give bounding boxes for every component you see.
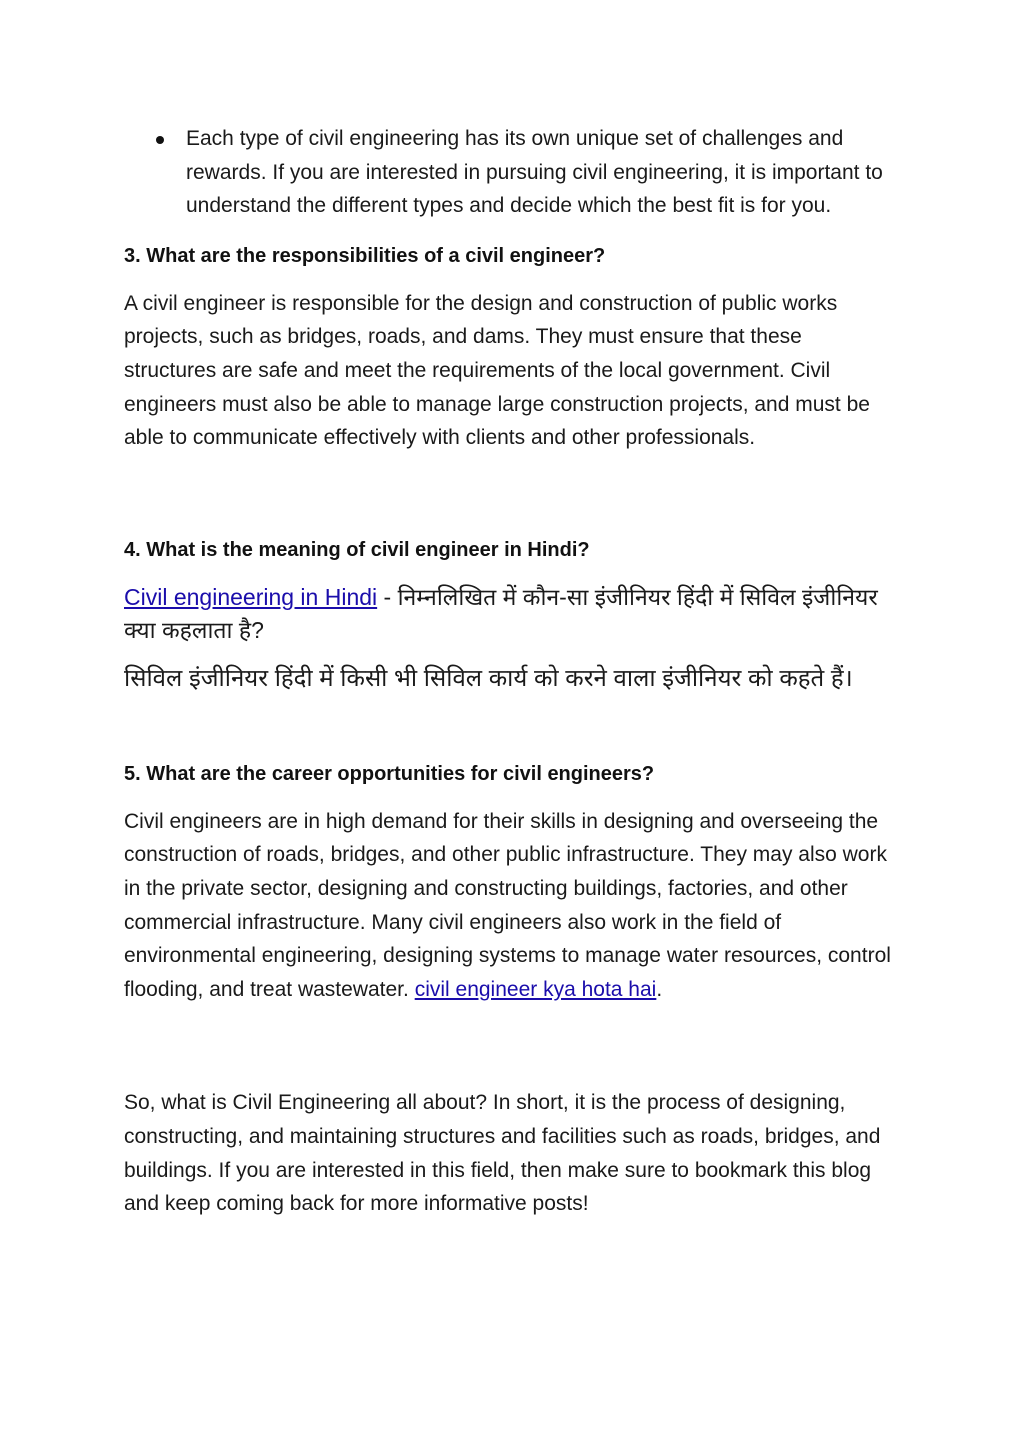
- section-5-trailing: .: [656, 977, 663, 1001]
- section-5-heading: 5. What are the career opportunities for civil engineers?: [124, 762, 655, 785]
- document-page: [124, 122, 894, 1237]
- bullet-text: Each type of civil engineering has its own unique set of challenges and rewards. If you are interested in pursuing civil engineering, it is important to understand the different types and decide which the best fit is for you.: [186, 127, 883, 218]
- section-3-paragraph: A civil engineer is responsible for the design and construction of public works projects, such as bridges, roads, and dams. They must ensure that these structures are safe and meet the requirements of the local government. Civil engineers must also be able to manage large construction projects, and must be able to communicate effectively with clients and other professionals.: [124, 291, 870, 450]
- section-4-question: [124, 581, 894, 647]
- bullet-icon: [156, 136, 164, 144]
- section-3-heading: 3. What are the responsibilities of a civil engineer?: [124, 244, 606, 267]
- section-5-paragraph: [124, 805, 894, 1007]
- section-4-heading: 4. What is the meaning of civil engineer in Hindi?: [124, 538, 590, 561]
- hindi-question-text: - निम्नलिखित में कौन-सा इंजीनियर हिंदी में सिविल इंजीनियर क्या कहलाता है?: [124, 583, 878, 643]
- bullet-list: [124, 122, 894, 223]
- spacer: [124, 471, 894, 535]
- civil-engineer-kya-hota-hai-link[interactable]: civil engineer kya hota hai: [414, 977, 657, 1001]
- section-4-answer: सिविल इंजीनियर हिंदी में किसी भी सिविल कार्य को करने वाला इंजीनियर को कहते हैं।: [124, 664, 853, 692]
- civil-engineering-in-hindi-link[interactable]: Civil engineering in Hindi: [124, 583, 378, 610]
- spacer: [124, 697, 894, 759]
- list-item: [124, 122, 894, 223]
- spacer: [124, 1022, 894, 1086]
- conclusion-paragraph: So, what is Civil Engineering all about? In short, it is the process of designing, constructing, and maintaining structures and facilities such as roads, bridges, and buildings. If you are interested in this field, then make sure to bookmark this blog and keep coming back for more informative posts!: [124, 1091, 881, 1216]
- section-5-body-text: Civil engineers are in high demand for their skills in designing and overseeing the construction of roads, bridges, and other public infrastructure. They may also work in the private sector, designing and constructing buildings, factories, and other commercial infrastructure. Many civil engineers also work in the field of environmental engineering, designing systems to manage water resources, control flooding, and treat wastewater.: [124, 809, 891, 1001]
